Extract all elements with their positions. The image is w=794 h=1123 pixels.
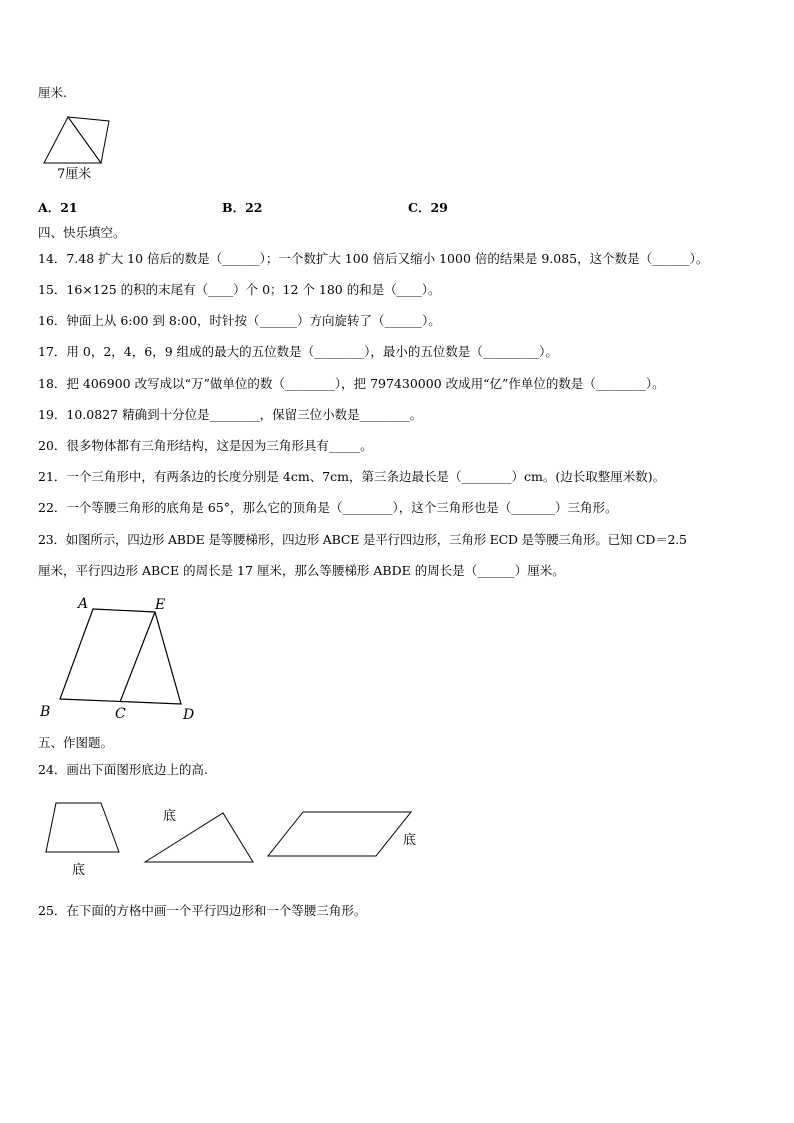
parallelogram-shape [268,812,411,856]
section-five-heading: 五、作图题。 [38,735,114,750]
continuation-text: 厘米. [38,85,67,100]
section-four-heading: 四、快乐填空。 [38,225,126,240]
question-23-line1: 23．如图所示，四边形 ABDE 是等腰梯形，四边形 ABCE 是平行四边形，三角形 ECD 是等腰三角形。已知 CD＝2.5 [38,532,687,547]
option-b: B．22 [222,200,263,215]
base-shapes-figure [38,800,428,882]
base-label-trapezoid: 底 [72,863,86,878]
question-23-line2: 厘米，平行四边形 ABCE 的周长是 17 厘米，那么等腰梯形 ABDE 的周长是（______）厘米。 [38,563,565,578]
question-17: 17．用 0，2，4，6，9 组成的最大的五位数是（________），最小的五位数是（_________）。 [38,344,558,359]
trapezoid-figure [38,592,208,724]
question-14: 14．7.48 扩大 10 倍后的数是（______）；一个数扩大 100 倍后又缩小 1000 倍的结果是 9.085，这个数是（______）。 [38,251,709,266]
label-c: C [115,706,126,722]
trapezoid-shape [60,609,181,704]
question-16: 16．钟面上从 6:00 到 8:00，时针按（______）方向旋转了（______）。 [38,313,441,328]
option-a: A．21 [38,200,78,215]
label-b: B [40,704,51,720]
base-label-triangle: 底 [163,809,177,824]
question-18: 18．把 406900 改写成以“万”做单位的数（________），把 797430000 改成用“亿”作单位的数是（________）。 [38,376,665,391]
question-25: 25．在下面的方格中画一个平行四边形和一个等腰三角形。 [38,903,367,918]
question-21: 21．一个三角形中，有两条边的长度分别是 4cm、7cm，第三条边最长是（________）cm。(边长取整厘米数)。 [38,469,666,484]
label-a: A [78,596,89,612]
question-19: 19．10.0827 精确到十分位是________，保留三位小数是________。 [38,407,423,422]
segment-ec [120,612,155,702]
trapezoid-small-shape [46,803,119,852]
label-d: D [183,707,195,723]
length-label: 7厘米 [57,167,92,182]
question-15: 15．16×125 的积的末尾有（____）个 0；12 个 180 的和是（____）。 [38,282,441,297]
question-24: 24．画出下面图形底边上的高. [38,762,208,777]
triangle-right-shape [68,117,109,163]
question-22: 22．一个等腰三角形的底角是 65°，那么它的顶角是（________），这个三角形也是（_______）三角形。 [38,500,618,515]
triangle-figure [38,112,118,184]
triangle-small-shape [145,813,253,862]
label-e: E [155,597,166,613]
base-label-parallelogram: 底 [403,833,417,848]
option-c: C．29 [408,200,448,215]
question-20: 20．很多物体都有三角形结构，这是因为三角形具有_____。 [38,438,373,453]
